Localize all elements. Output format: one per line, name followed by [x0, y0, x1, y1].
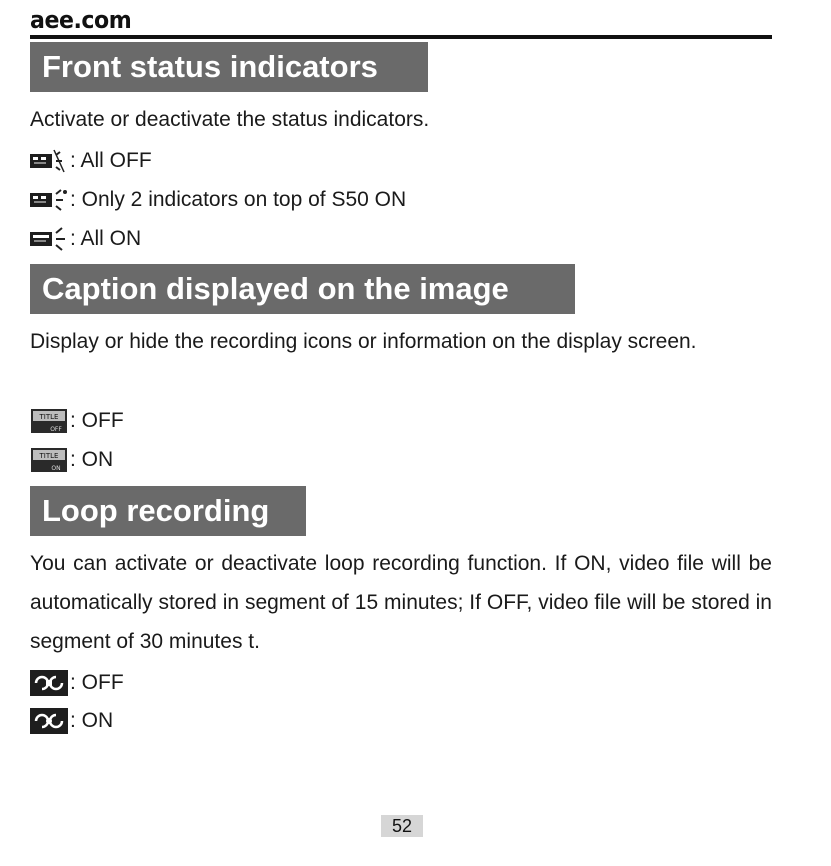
option-all-off	[30, 146, 152, 176]
section-description-loop-recording: You can activate or deactivate loop recording function. If ON, video file will be automatically stored in segment of 15 minutes; If OFF, video file will be stored in segment of 30 minutes t.	[30, 552, 772, 653]
loop-on-icon	[30, 707, 68, 735]
caption-on-icon	[30, 446, 68, 474]
indicator-all-on-icon	[30, 225, 68, 253]
section-description-front-status: Activate or deactivate the status indicators.	[30, 108, 430, 131]
option-label: : OFF	[70, 671, 124, 694]
indicator-all-off-icon	[30, 147, 68, 175]
option-caption-on	[30, 445, 113, 475]
svg-text:ON: ON	[51, 465, 61, 472]
option-loop-off	[30, 668, 124, 698]
section-heading-caption: Caption displayed on the image	[30, 264, 575, 314]
option-all-on	[30, 224, 141, 254]
section-heading-loop-recording: Loop recording	[30, 486, 306, 536]
option-label: : Only 2 indicators on top of S50 ON	[70, 188, 407, 211]
option-label: : All OFF	[70, 149, 152, 172]
svg-text:OFF: OFF	[50, 426, 62, 433]
caption-off-icon	[30, 407, 68, 435]
option-label: : ON	[70, 448, 114, 471]
option-two-on	[30, 185, 406, 215]
option-label: : ON	[70, 709, 114, 732]
header-rule	[30, 35, 772, 39]
option-loop-on	[30, 706, 113, 736]
brand-logo: aee.com	[30, 6, 132, 34]
option-caption-off	[30, 406, 124, 436]
option-label: : OFF	[70, 409, 124, 432]
section-heading-front-status: Front status indicators	[30, 42, 428, 92]
option-label: : All ON	[70, 227, 142, 250]
page-number: 52	[381, 815, 423, 837]
svg-text:TITLE: TITLE	[39, 413, 59, 421]
loop-off-icon	[30, 669, 68, 697]
section-description-caption: Display or hide the recording icons or information on the display screen.	[30, 330, 697, 353]
svg-text:TITLE: TITLE	[39, 452, 59, 460]
indicator-two-on-icon	[30, 186, 68, 214]
